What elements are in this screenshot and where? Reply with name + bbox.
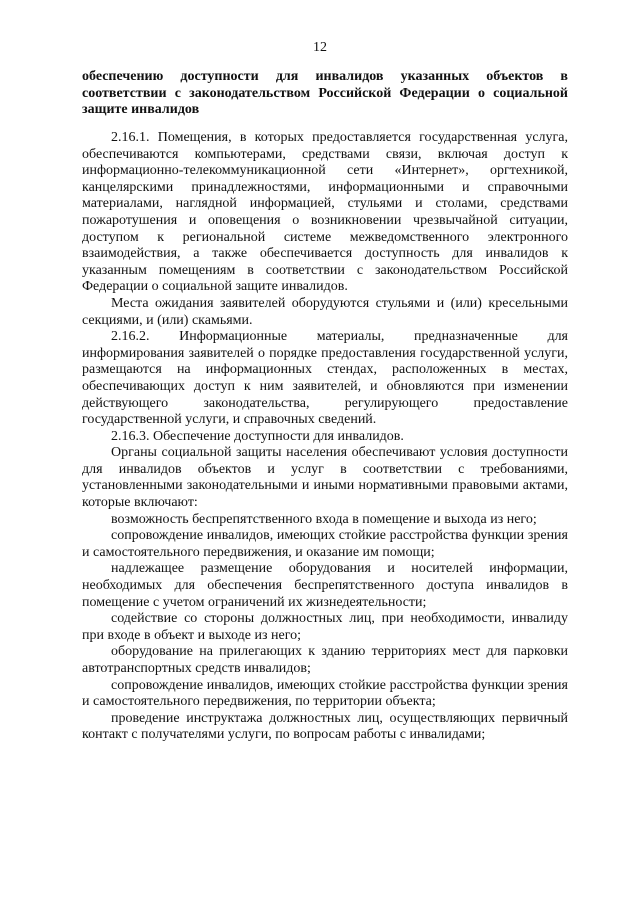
paragraph-2-16-2: 2.16.2. Информационные материалы, предназначенные для информирования заявителей о порядке предоставления государственной услуги, размещаются на информационных стендах, расположенных в местах, обеспечивающих доступ к ним заявителей, и обновляются при изменении действующего законодательства, регулирующего предоставление государственной услуги, и справочных сведений. [82, 329, 568, 428]
list-item-escort-assistance: сопровождение инвалидов, имеющих стойкие расстройства функции зрения и самостоятельного передвижения, и оказание им помощи; [82, 528, 568, 560]
paragraph-2-16-3: 2.16.3. Обеспечение доступности для инвалидов. [111, 428, 404, 444]
paragraph-waiting-areas: Места ожидания заявителей оборудуются стульями и (или) кресельными секциями, и (или) скамьями. [82, 295, 568, 328]
list-item-escort-territory: сопровождение инвалидов, имеющих стойкие расстройства функции зрения и самостоятельного передвижения, по территории объекта; [82, 677, 568, 710]
page-number: 12 [313, 40, 327, 55]
list-item-equipment-placement: надлежащее размещение оборудования и носителей информации, необходимых для обеспечения беспрепятственного доступа инвалидов в помещение с учетом ограничений их жизнедеятельности; [82, 561, 568, 610]
list-item-entrance: возможность беспрепятственного входа в помещение и выхода из него; [111, 511, 537, 527]
paragraph-2-16-1: 2.16.1. Помещения, в которых предоставляется государственная услуга, обеспечиваются компьютерами, средствами связи, включая доступ к информационно-телекоммуникационной сети «Интернет», оргтехникой, канцелярскими принадлежностями, информационными и справочными материалами, наглядной информацией, стульями и столами, средствами пожаротушения и оповещения о возникновении чрезвычайной ситуации, доступом к региональной системе межведомственного электронного взаимодействия, а также обеспечивается доступность для инвалидов к указанным помещениям в соответствии с законодательством Российской Федерации о социальной защите инвалидов. [82, 130, 568, 295]
document-body [82, 130, 568, 744]
list-item-staff-briefing: проведение инструктажа должностных лиц, осуществляющих первичный контакт с получателями услуги, по вопросам работы с инвалидами; [82, 710, 568, 743]
paragraph-accessibility-conditions: Органы социальной защиты населения обеспечивают условия доступности для инвалидов объектов и услуг в соответствии с требованиями, установленными законодательными и иными нормативными правовыми актами, которые включают: [82, 445, 568, 511]
list-item-officials-assistance: содействие со стороны должностных лиц, при необходимости, инвалиду при входе в объект и выходе из него; [82, 611, 568, 643]
section-heading: обеспечению доступности для инвалидов указанных объектов в соответствии с законодательством Российской Федерации о социальной защите инвалидов [82, 69, 568, 117]
list-item-parking: оборудование на прилегающих к зданию территориях мест для парковки автотранспортных средств инвалидов; [82, 644, 568, 676]
